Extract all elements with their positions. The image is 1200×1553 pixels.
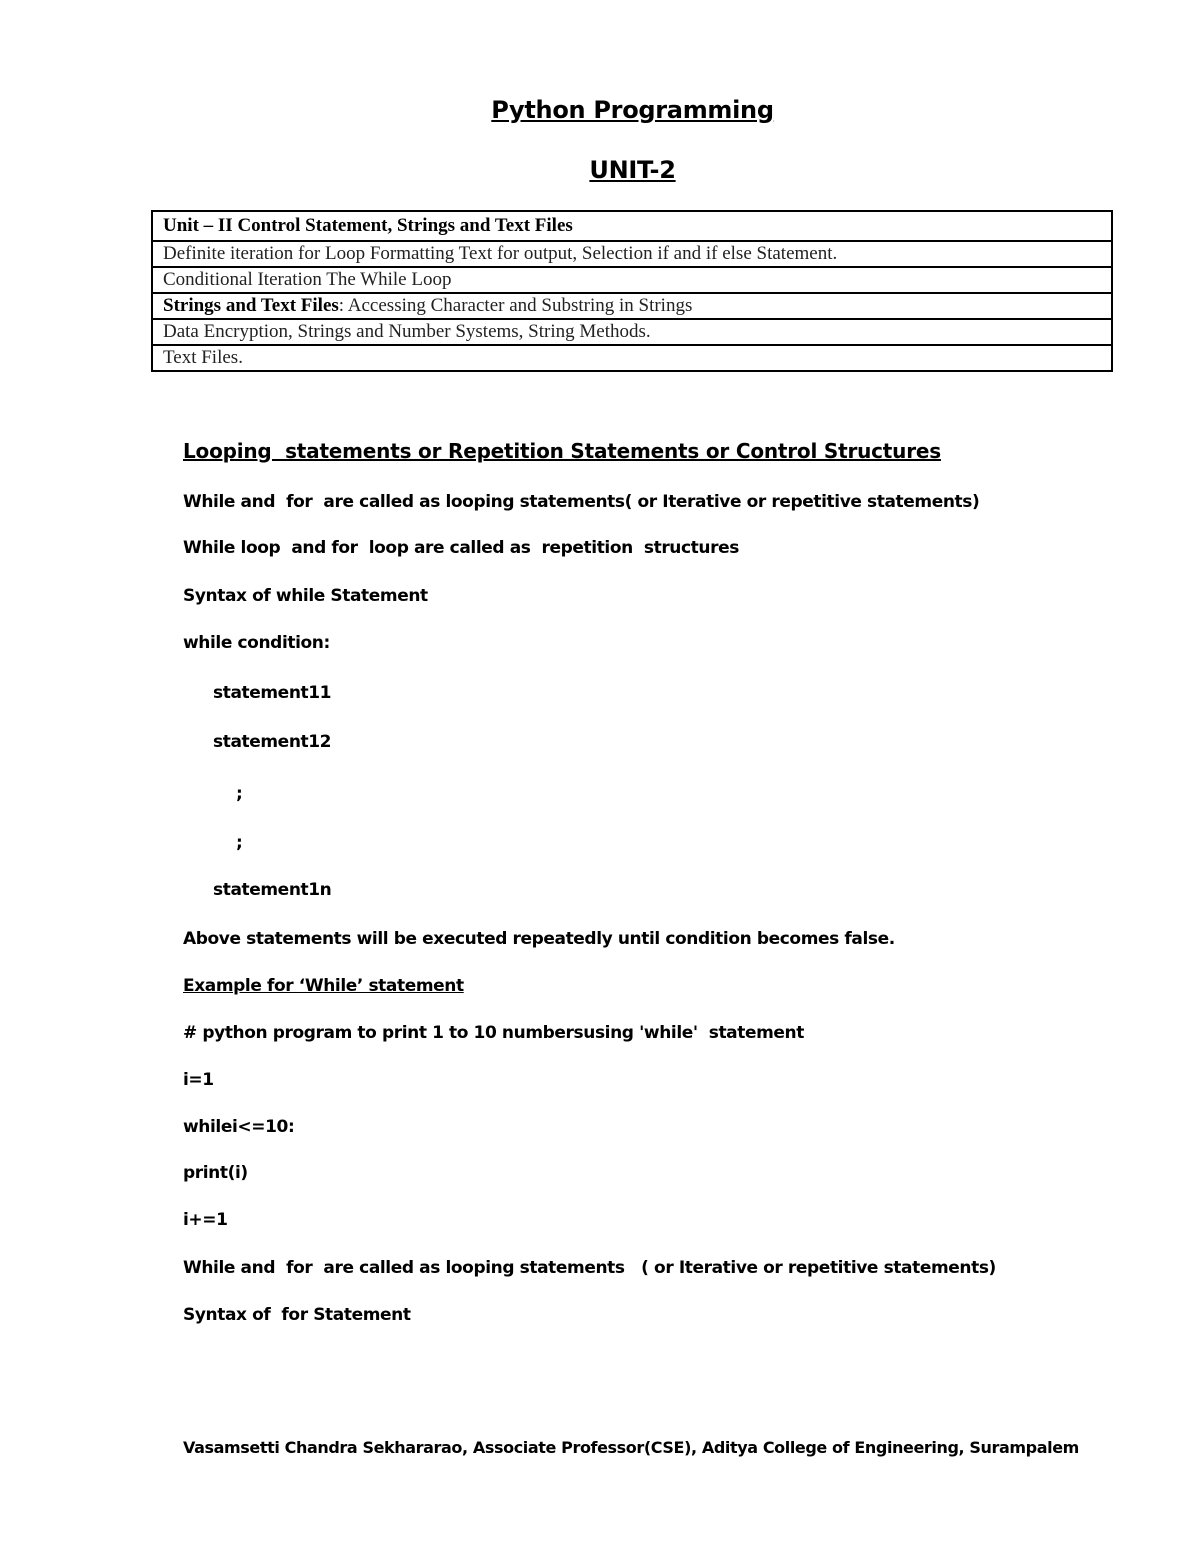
syntax-while-label: Syntax of while Statement [183,586,428,606]
intro-line-1: While and for are called as looping statements( or Iterative or repetitive statements) [183,492,980,512]
statement-12: statement12 [213,732,332,752]
intro-line-2: While loop and for loop are called as repetition structures [183,538,739,558]
statement-11: statement11 [213,683,332,703]
section-heading: Looping statements or Repetition Statements or Control Structures [183,439,941,463]
document-title: Python Programming [491,96,774,124]
repeat-line: While and for are called as looping statements ( or Iterative or repetitive statements) [183,1258,996,1278]
example-heading: Example for ‘While’ statement [183,976,464,996]
code-line-4: i+=1 [183,1210,228,1230]
syllabus-cell: Definite iteration for Loop Formatting Text for output, Selection if and if else Statement. [152,241,1112,267]
code-line-1: i=1 [183,1070,214,1090]
unit-title: UNIT-2 [589,156,676,184]
syllabus-cell: Data Encryption, Strings and Number Systems, String Methods. [152,319,1112,345]
syllabus-row [152,345,1112,371]
syllabus-row [152,241,1112,267]
footer-author: Vasamsetti Chandra Sekhararao, Associate Professor(CSE), Aditya College of Engineering, Surampalem [183,1438,1079,1457]
syllabus-header-unit: Unit – II [163,215,233,236]
syllabus-row [152,267,1112,293]
syllabus-row [152,319,1112,345]
statement-1n: statement1n [213,880,332,900]
syllabus-header-row [152,211,1112,241]
syllabus-header-cell [152,211,1112,241]
ellipsis-line-2: ; [236,833,243,853]
syllabus-header-topic: Control Statement, Strings and Text Files [232,215,573,236]
syllabus-cell: Text Files. [152,345,1112,371]
while-condition: while condition: [183,633,330,653]
ellipsis-line-1: ; [236,784,243,804]
syllabus-cell [152,293,1112,319]
code-comment: # python program to print 1 to 10 numbersusing 'while' statement [183,1023,804,1043]
above-statement-note: Above statements will be executed repeatedly until condition becomes false. [183,929,895,949]
syllabus-row [152,293,1112,319]
syllabus-table [151,210,1113,372]
code-line-3: print(i) [183,1163,248,1183]
syllabus-cell: Conditional Iteration The While Loop [152,267,1112,293]
syllabus-strings-rest: : Accessing Character and Substring in Strings [338,295,693,316]
syntax-for-label: Syntax of for Statement [183,1305,411,1325]
syllabus-strings-bold: Strings and Text Files [163,295,339,316]
code-line-2: whilei<=10: [183,1117,295,1137]
